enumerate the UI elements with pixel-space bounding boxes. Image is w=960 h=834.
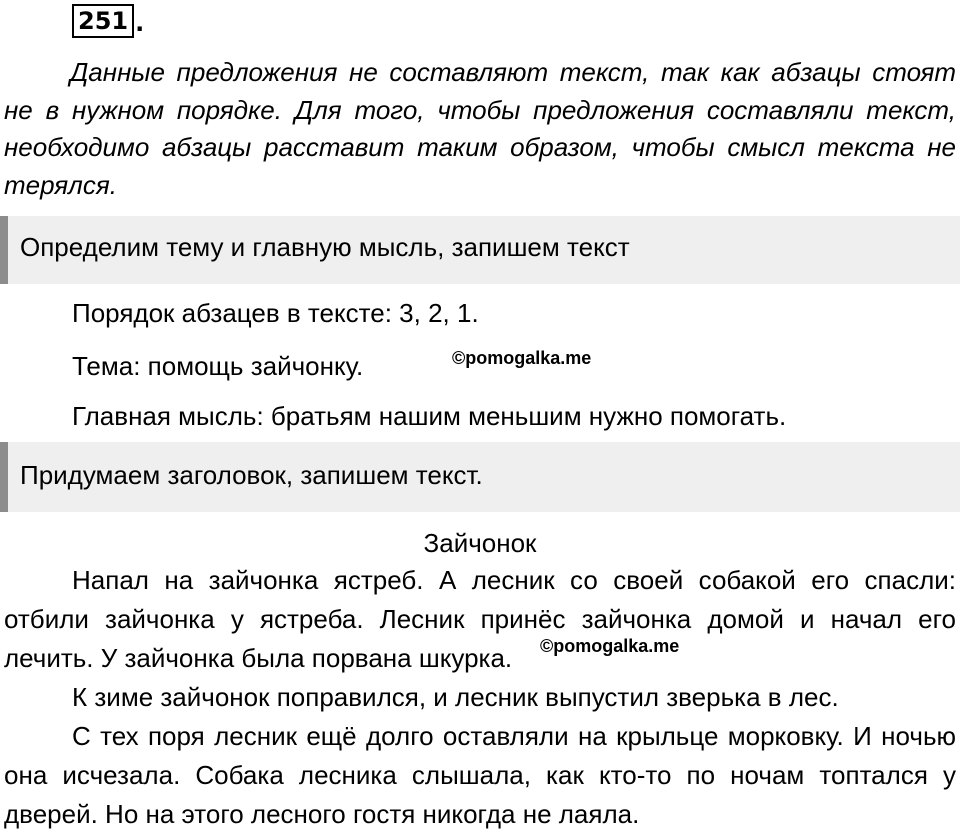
section-heading-theme: Определим тему и главную мысль, запишем текст xyxy=(0,216,960,284)
story-paragraph-3: С тех поря лесник ещё долго оставляли на крыльце морковку. И ночью она исчезала. Собака лесника слышала, как кто-то по ночам топтался у дверей. Но на этого лесного гостя никогда не лаяла. xyxy=(4,721,956,829)
story-title: Зайчонок xyxy=(423,528,537,558)
section-heading-title: Придумаем заголовок, запишем текст. xyxy=(0,442,960,512)
watermark-bottom: ©pomogalka.me xyxy=(540,636,680,656)
watermark-top: ©pomogalka.me xyxy=(452,348,592,368)
task-number-dot: . xyxy=(135,9,145,37)
task-number-block xyxy=(72,4,144,38)
intro-paragraph: Данные предложения не составляют текст, так как абзацы стоят не в нужном порядке. Для того, чтобы предложения составляли текст, необходимо абзацы расставит таким образом, чтобы смысл текста не терялся. xyxy=(4,57,956,200)
main-idea-line: Главная мысль: братьям нашим меньшим нужно помогать. xyxy=(72,401,787,431)
story-paragraph-1: Напал на зайчонка ястреб. А лесник со своей собакой его спасли: отбили зайчонка у ястреба. Лесник принёс зайчонка домой и начал его лечить. У зайчонка была порвана шкурка. xyxy=(4,565,956,673)
task-number: 251 xyxy=(72,4,134,38)
story-paragraph-2: К зиме зайчонок поправился, и лесник выпустил зверька в лес. xyxy=(72,682,839,712)
theme-line: Тема: помощь зайчонку. xyxy=(72,351,364,381)
paragraph-order-line: Порядок абзацев в тексте: 3, 2, 1. xyxy=(72,298,479,328)
